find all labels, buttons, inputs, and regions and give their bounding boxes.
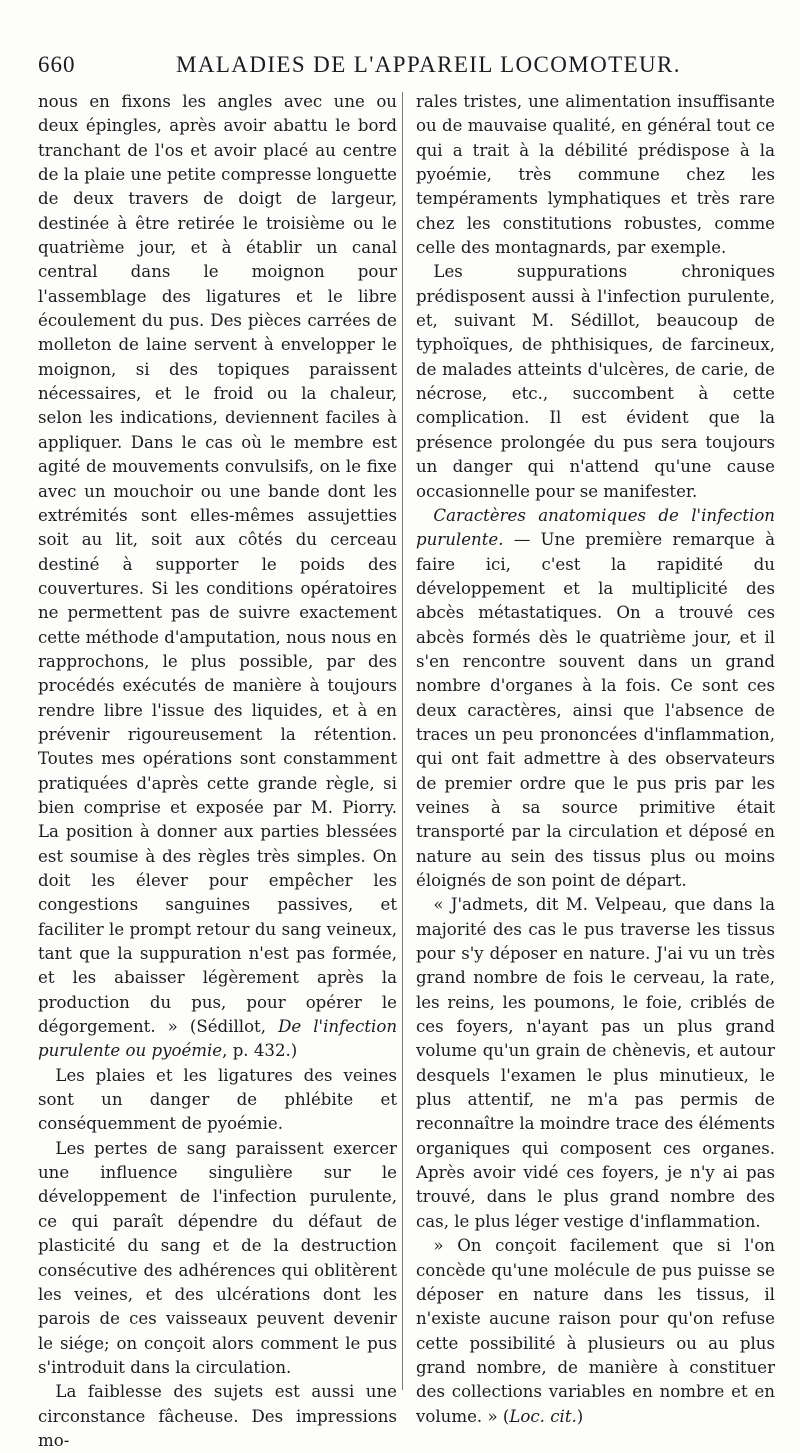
paragraph: rales tristes, une alimentation insuffisante ou de mauvaise qualité, en général tout ce qui a trait à la débilité prédispose à la pyoémie, très commune chez les tempéraments lymphatiques et très rare chez les constitutions robustes, comme celle des montagnards, par exemple.: [416, 92, 775, 258]
section-heading: Caractères anatomiques de l'infection purulente.: [416, 505, 775, 550]
paragraph: Les plaies et les ligatures des veines sont un danger de phlébite et conséquemment de pyoémie.: [38, 1065, 397, 1134]
paragraph: La faiblesse des sujets est aussi une circonstance fâcheuse. Des impressions mo-: [38, 1382, 397, 1450]
paragraph: Caractères anatomiques de l'infection purulente. — Une première remarque à faire ici, c'est la rapidité du développement et la multiplicité des abcès métastatiques. On a trouvé ces abcès formés dès le quatrième jour, et il s'en rencontre souvent dans un grand nombre d'organes à la fois. Ce sont ces deux caractères, ainsi que l'absence de traces un peu prononcées d'inflammation, qui ont fait admettre à des observateurs de premier ordre que le pus pris par les veines à sa source primitive était transporté par la circulation et déposé en nature au sein des tissus plus ou moins éloignés de son point de départ.: [416, 505, 775, 890]
page-header: [38, 52, 768, 88]
column-divider: [402, 92, 403, 1390]
running-title: MALADIES DE L'APPAREIL LOCOMOTEUR.: [176, 52, 681, 77]
paragraph: » On conçoit facilement que si l'on concède qu'une molécule de pus puisse se déposer en nature dans les tissus, il n'existe aucune raison pour qu'on refuse cette possibilité à plusieurs ou au plus grand nombre, de manière à constituer des collections variables en nombre et en volume. » (Loc. cit.): [416, 1236, 775, 1426]
paragraph: Les pertes de sang paraissent exercer une influence singulière sur le développement de l'infection purulente, ce qui paraît dépendre du défaut de plasticité du sang et de la destruction consécutive des adhérences qui oblitèrent les veines, et des ulcérations dont les parois de ces vaisseaux peuvent devenir le siége; on conçoit alors comment le pus s'introduit dans la circulation.: [38, 1138, 397, 1377]
page-number: 660: [38, 52, 76, 77]
paragraph: « J'admets, dit M. Velpeau, que dans la majorité des cas le pus traverse les tissus pour s'y déposer en nature. J'ai vu un très grand nombre de fois le cerveau, la rate, les reins, les poumons, le foie, criblés de ces foyers, n'ayant pas un plus grand volume qu'un grain de chènevis, et autour desquels l'examen le plus minutieux, le plus attentif, ne m'a pas permis de reconnaître la moindre trace des éléments organiques qui composent ces organes. Après avoir vidé ces foyers, je n'y ai pas trouvé, dans le plus grand nombre des cas, le plus léger vestige d'inflammation.: [416, 895, 775, 1231]
paragraph: nous en fixons les angles avec une ou deux épingles, après avoir abattu le bord tranchant de l'os et avoir placé au centre de la plaie une petite compresse longuette de deux travers de doigt de largeur, destinée à être retirée le troisième ou le quatrième jour, et à établir un canal central dans le moignon pour l'assemblage des ligatures et le libre écoulement du pus. Des pièces carrées de molleton de laine servent à envelopper le moignon, si des topiques paraissent nécessaires, et le froid ou la chaleur, selon les indications, deviennent faciles à appliquer. Dans le cas où le membre est agité de mouvements convulsifs, on le fixe avec un mouchoir ou une bande dont les extrémités sont elles-mêmes assujetties soit au lit, soit aux côtés du cerceau destiné à supporter le poids des couvertures. Si les conditions opératoires ne permettent pas de suivre exactement cette méthode d'amputation, nous nous en rapprochons, le plus possible, par des procédés exécutés de manière à toujours rendre libre l'issue des liquides, et à en prévenir rigoureusement la rétention. Toutes mes opérations sont constamment pratiquées d'après cette grande règle, si bien comprise et exposée par M. Piorry. La position à donner aux parties blessées est soumise à des règles très simples. On doit les élever pour empêcher les congestions sanguines passives, et faciliter le prompt retour du sang veineux, tant que la suppuration n'est pas formée, et les abaisser légèrement après la production du pus, pour opérer le dégorgement. » (Sédillot, De l'infection purulente ou pyoémie, p. 432.): [38, 92, 398, 1061]
left-column: [38, 90, 397, 1453]
citation-title: De l'infection purulente ou pyoémie: [38, 1017, 398, 1061]
paragraph: Les suppurations chroniques prédisposent aussi à l'infection purulente, et, suivant M. Sédillot, beaucoup de typhoïques, de phthisiques, de farcineux, de malades atteints d'ulcères, de carie, de nécrose, etc., succombent à cette complication. Il est évident que la présence prolongée du pus sera toujours un danger qui n'attend qu'une cause occasionnelle pour se manifester.: [416, 262, 775, 501]
right-column: [416, 90, 775, 1429]
citation-reference: Loc. cit.: [509, 1406, 577, 1426]
